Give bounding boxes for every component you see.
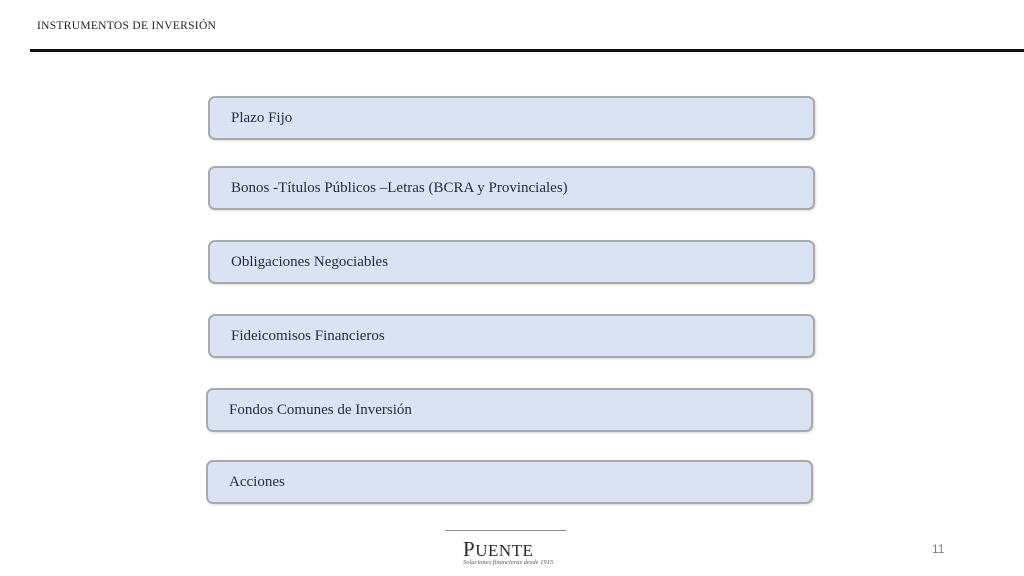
slide-title: INSTRUMENTOS DE INVERSIÓN	[37, 20, 217, 32]
logo-rest: UENTE	[475, 541, 534, 560]
page-number: 11	[932, 542, 945, 556]
logo-tagline: Soluciones financieras desde 1915	[463, 559, 554, 566]
instrument-box-fondos-comunes	[206, 388, 813, 432]
instrument-label: Acciones	[229, 473, 285, 490]
logo-divider	[445, 530, 566, 531]
logo-initial: P	[463, 537, 476, 561]
instrument-label: Bonos -Títulos Públicos –Letras (BCRA y Provinciales)	[231, 179, 568, 196]
instrument-box-acciones	[206, 460, 813, 504]
title-divider	[30, 49, 1024, 52]
instrument-label: Fideicomisos Financieros	[231, 327, 385, 344]
instrument-label: Plazo Fijo	[231, 109, 293, 126]
instrument-box-fideicomisos	[208, 314, 815, 358]
instrument-box-obligaciones	[208, 240, 815, 284]
instrument-label: Obligaciones Negociables	[231, 253, 389, 270]
instrument-box-plazo-fijo	[208, 96, 815, 140]
instrument-label: Fondos Comunes de Inversión	[229, 401, 412, 418]
instrument-box-bonos	[208, 166, 815, 210]
